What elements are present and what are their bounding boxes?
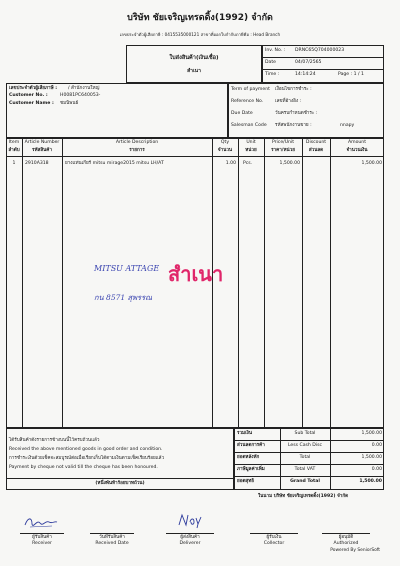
col-price-en: Price/Unit xyxy=(271,140,295,145)
subtotal-en: Sub Total xyxy=(294,431,316,436)
row-description: ยางแท่นเกียร์ mitsu mirage2015 mitsu LH/AT xyxy=(65,161,164,166)
col-item-en: Item xyxy=(8,140,20,145)
row-unit: Pcs. xyxy=(243,161,253,166)
deliverer-signature xyxy=(176,510,206,530)
amount-in-words: (หนึ่งพันห้าร้อยบาทถ้วน) xyxy=(95,481,145,486)
receiver-signature xyxy=(22,511,60,531)
discount-en: Less Cash Disc xyxy=(287,443,323,448)
deliverer-th: ผู้ส่งสินค้า xyxy=(180,535,200,540)
col-amount-th: จำนวนเงิน xyxy=(346,148,368,153)
row-item: 1 xyxy=(12,161,16,166)
vat-th: ภาษีมูลค่าเพิ่ม xyxy=(237,467,265,472)
powered-by: Powered By SeniorSoft xyxy=(330,548,380,553)
deliverer-en: Deliverer xyxy=(179,541,201,546)
handwritten-model-note: MITSU ATTAGE xyxy=(94,264,160,273)
customer-no-label: Customer No. : xyxy=(9,93,48,98)
ref-value: เลขที่อ้างอิง : xyxy=(275,99,302,104)
col-article-en: Article Number xyxy=(24,140,60,145)
collector-en: Collector xyxy=(263,541,285,546)
grand-total-en: Grand Total xyxy=(290,479,320,484)
subtotal-th: รวมเงิน xyxy=(237,431,253,436)
date-label: Date xyxy=(265,60,276,65)
col-desc-th: รายการ xyxy=(129,148,145,153)
doc-title: ใบส่งสินค้า(เงินเชื่อ) xyxy=(169,55,219,61)
date-value: 04/07/2565 xyxy=(295,60,322,65)
received-date-th: วันที่รับสินค้า xyxy=(99,535,125,540)
col-amount-en: Amount xyxy=(347,140,367,145)
receiver-th: ผู้รับสินค้า xyxy=(32,535,52,540)
copy-stamp: สำเนา xyxy=(168,262,224,286)
subtotal-value: 1,500.00 xyxy=(361,431,382,436)
row-amount: 1,500.00 xyxy=(361,161,382,166)
discount-th: ส่วนลดการค้า xyxy=(237,443,265,448)
sales-label: Salesman Code xyxy=(231,123,267,128)
ref-label: Reference No. xyxy=(231,99,264,104)
authorized-en: Authorized xyxy=(333,541,359,546)
company-name: บริษัท ชัยเจริญเทรดดิ้ง(1992) จำกัด xyxy=(127,13,273,23)
company-tax-line: เลขประจำตัวผู้เสียภาษี : 0415535000121 สาขาที่ออกใบกำกับภาษีคือ : Head Branch xyxy=(119,32,281,37)
grand-total-value: 1,500.00 xyxy=(359,479,382,484)
customer-name-value: ชมนิพนธ์ xyxy=(60,101,79,106)
note-line-2: Received the above mentioned goods in good order and condition. xyxy=(9,447,163,452)
grand-total-th: ยอดสุทธิ xyxy=(237,479,255,484)
time-label: Time : xyxy=(265,72,280,77)
time-value: 14:14:24 xyxy=(295,72,316,77)
total-th: ยอดหลังหัก xyxy=(237,455,260,460)
doc-copy-label: สำเนา xyxy=(187,68,201,74)
vat-en: Total VAT xyxy=(294,467,316,472)
note-line-4: Payment by cheque not valid till the cheque has been honoured. xyxy=(9,465,158,470)
customer-no-value: H0081PC640053- xyxy=(60,93,101,98)
col-unit-th: หน่วย xyxy=(245,148,257,153)
col-price-th: ราคา/หน่วย xyxy=(271,148,295,153)
row-price: 1,500.00 xyxy=(279,161,300,166)
due-value: วันครบกำหนดชำระ : xyxy=(275,111,318,116)
doc-title-box xyxy=(126,45,262,83)
note-line-1: ได้รับสินค้าดังรายการข้างบนนี้ไว้ครบถ้วนแล้ว xyxy=(9,438,100,443)
on-behalf-of-company: ในนาม บริษัท ชัยเจริญเทรดดิ้ง(1992) จำกัด xyxy=(258,494,349,499)
term-label: Term of payment xyxy=(231,87,270,92)
col-unit-en: Unit xyxy=(246,140,256,145)
sales-value: รหัสพนักงานขาย : xyxy=(275,123,312,128)
due-label: Due Date xyxy=(231,111,253,116)
col-item-th: ลำดับ xyxy=(8,148,20,153)
row-article: 2910A318 xyxy=(25,161,49,166)
col-qty-th: จำนวน xyxy=(217,148,233,153)
customer-name-label: Customer Name : xyxy=(9,101,54,106)
inv-label: Inv. No. : xyxy=(265,48,286,53)
received-date-en: Received Date xyxy=(95,541,129,546)
sales-name: nnapy xyxy=(340,123,355,128)
discount-value: 0.00 xyxy=(371,443,382,448)
term-value: เงื่อนไขการชำระ : xyxy=(275,87,312,92)
col-article-th: รหัสสินค้า xyxy=(32,148,52,153)
collector-th: ผู้รับเงิน xyxy=(266,535,282,540)
col-discount-en: Discount xyxy=(305,140,327,145)
col-discount-th: ส่วนลด xyxy=(308,148,324,153)
total-en: Total xyxy=(299,455,311,460)
row-qty: 1.00 xyxy=(225,161,236,166)
note-line-3: การชำระเงินด้วยเช็คจะสมบูรณ์ต่อเมื่อเรียกเก็บได้ตามเงินตามเช็คเรียบร้อยแล้ว xyxy=(9,456,165,461)
col-desc-en: Article Description xyxy=(115,140,159,145)
authorized-th: ผู้อนุมัติ xyxy=(338,535,354,540)
handwritten-plate-note: กน 8571 สุพรรณ xyxy=(94,293,153,302)
page-label: Page : 1 / 1 xyxy=(338,72,364,77)
vat-value: 0.00 xyxy=(371,467,382,472)
customer-branch: / สำนักงานใหญ่ xyxy=(68,86,100,91)
customer-tax-label: เลขประจำตัวผู้เสียภาษี : xyxy=(9,86,58,91)
receiver-en: Receiver xyxy=(32,541,52,546)
col-qty-en: Qty xyxy=(220,140,230,145)
total-value: 1,500.00 xyxy=(361,455,382,460)
inv-value: DRNC65Q704000023 xyxy=(295,48,345,53)
